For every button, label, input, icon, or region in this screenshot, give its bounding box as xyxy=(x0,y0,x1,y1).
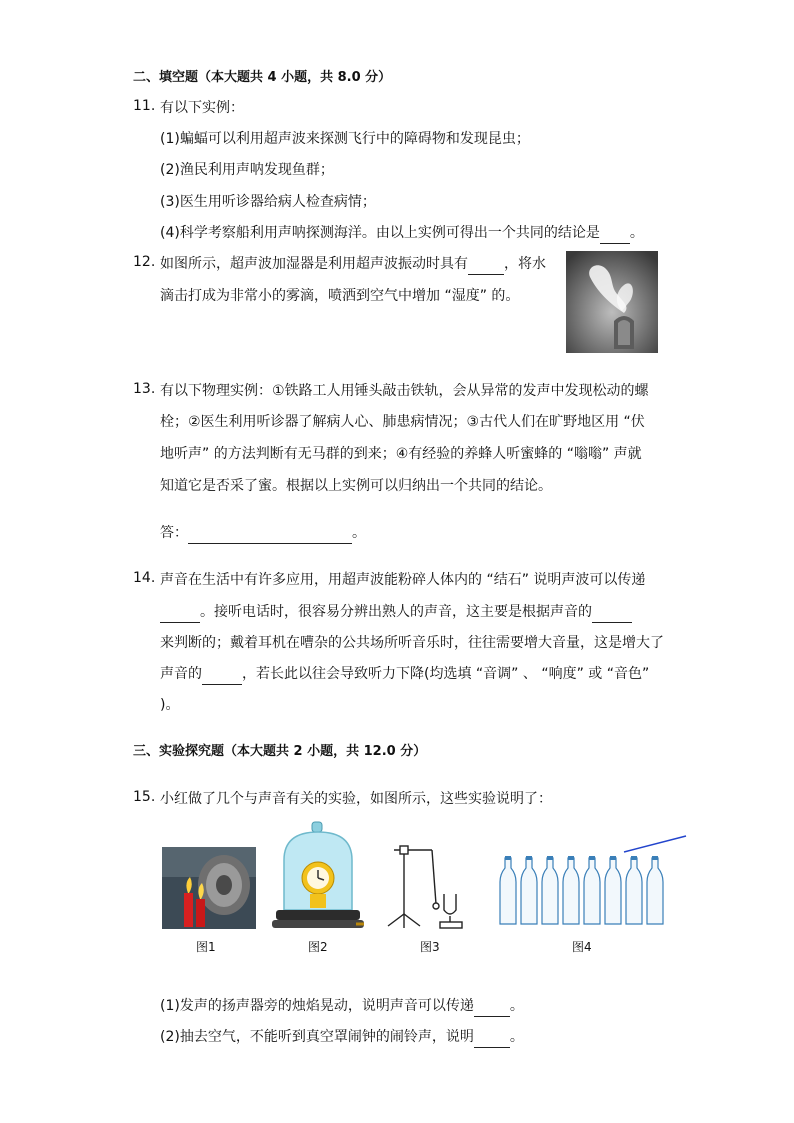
list-item-text: (4)科学考察船利用声呐探测海洋。由以上实例可得出一个共同的结论是 xyxy=(160,225,600,241)
list-item xyxy=(160,223,644,244)
list-item xyxy=(160,1027,524,1048)
question-line: 滴击打成为非常小的雾滴，喷洒到空气中增加 “湿度” 的。 xyxy=(160,288,520,304)
question-line: 地听声” 的方法判断有无马群的到来；④有经验的养蜂人听蜜蜂的 “嗡嗡” 声就 xyxy=(160,446,642,462)
figure-4-image xyxy=(496,834,690,930)
answer-blank[interactable] xyxy=(202,664,242,685)
list-item-text: (2)抽去空气，不能听到真空罩闹钟的闹铃声，说明 xyxy=(160,1029,474,1045)
question-text: 。接听电话时，很容易分辨出熟人的声音，这主要是根据声音的 xyxy=(200,604,592,620)
list-item-end: 。 xyxy=(509,1029,524,1045)
figure-label: 图3 xyxy=(420,940,440,954)
question-line xyxy=(160,664,649,685)
question-stem: 小红做了几个与声音有关的实验，如图所示，这些实验说明了： xyxy=(160,791,552,807)
answer-end: 。 xyxy=(352,525,366,541)
bottle xyxy=(605,856,621,924)
section-title: 二、填空题（本大题共 4 小题，共 8.0 分） xyxy=(133,70,392,85)
list-item: (3)医生用听诊器给病人检查病情； xyxy=(160,194,376,210)
answer-line xyxy=(160,523,366,544)
bottle xyxy=(626,856,642,924)
question-text: 声音的 xyxy=(160,666,202,682)
question-stem: 有以下实例： xyxy=(160,100,244,116)
figure-label: 图4 xyxy=(572,940,592,954)
figure-2-image xyxy=(272,820,364,932)
figure-label: 图2 xyxy=(308,940,328,954)
figure-label: 图1 xyxy=(196,940,216,954)
question-line: 栓；②医生利用听诊器了解病人心、肺患病情况；③古代人们在旷野地区用 “伏 xyxy=(160,414,645,430)
question-line: )。 xyxy=(160,697,180,713)
question-line: 声音在生活中有许多应用，用超声波能粉碎人体内的 “结石” 说明声波可以传递 xyxy=(160,572,646,588)
question-number: 13. xyxy=(133,381,156,397)
question-number: 15. xyxy=(133,789,156,805)
bottle xyxy=(542,856,558,924)
list-item xyxy=(160,996,524,1017)
answer-blank[interactable] xyxy=(468,254,504,275)
humidifier-image xyxy=(566,251,658,353)
list-item-text: (1)发声的扬声器旁的烛焰晃动，说明声音可以传递 xyxy=(160,998,474,1014)
answer-blank[interactable] xyxy=(474,996,510,1017)
question-text: ，若长此以往会导致听力下降(均选填 “音调” 、 “响度” 或 “音色” xyxy=(242,666,650,682)
answer-blank[interactable] xyxy=(188,523,352,544)
bottle xyxy=(500,856,516,924)
list-item-end: 。 xyxy=(629,225,644,241)
question-line: 有以下物理实例：①铁路工人用锤头敲击铁轨，会从异常的发声中发现松动的螺 xyxy=(160,383,649,399)
question-number: 14. xyxy=(133,570,156,586)
bottle xyxy=(647,856,663,924)
answer-blank[interactable] xyxy=(474,1027,510,1048)
list-item-end: 。 xyxy=(509,998,524,1014)
question-line xyxy=(160,254,546,275)
answer-label: 答： xyxy=(160,525,188,541)
question-line: 来判断的；戴着耳机在嘈杂的公共场所听音乐时，往往需要增大音量，这是增大了 xyxy=(160,635,664,651)
figure-1-image xyxy=(162,847,256,929)
answer-blank[interactable] xyxy=(160,602,200,623)
section-title: 三、实验探究题（本大题共 2 小题，共 12.0 分） xyxy=(133,744,427,759)
question-line xyxy=(160,602,632,623)
question-number: 11. xyxy=(133,98,156,114)
question-line: 知道它是否采了蜜。根据以上实例可以归纳出一个共同的结论。 xyxy=(160,478,552,494)
question-text: 如图所示，超声波加湿器是利用超声波振动时具有 xyxy=(160,256,468,272)
answer-blank[interactable] xyxy=(600,223,630,244)
bottle xyxy=(521,856,537,924)
figure-3-image xyxy=(384,840,476,932)
list-item: (1)蝙蝠可以利用超声波来探测飞行中的障碍物和发现昆虫； xyxy=(160,131,530,147)
answer-blank[interactable] xyxy=(592,602,632,623)
bottle xyxy=(563,856,579,924)
question-number: 12. xyxy=(133,254,156,270)
list-item: (2)渔民利用声呐发现鱼群； xyxy=(160,162,334,178)
bottle xyxy=(584,856,600,924)
question-text: ，将水 xyxy=(504,256,546,272)
